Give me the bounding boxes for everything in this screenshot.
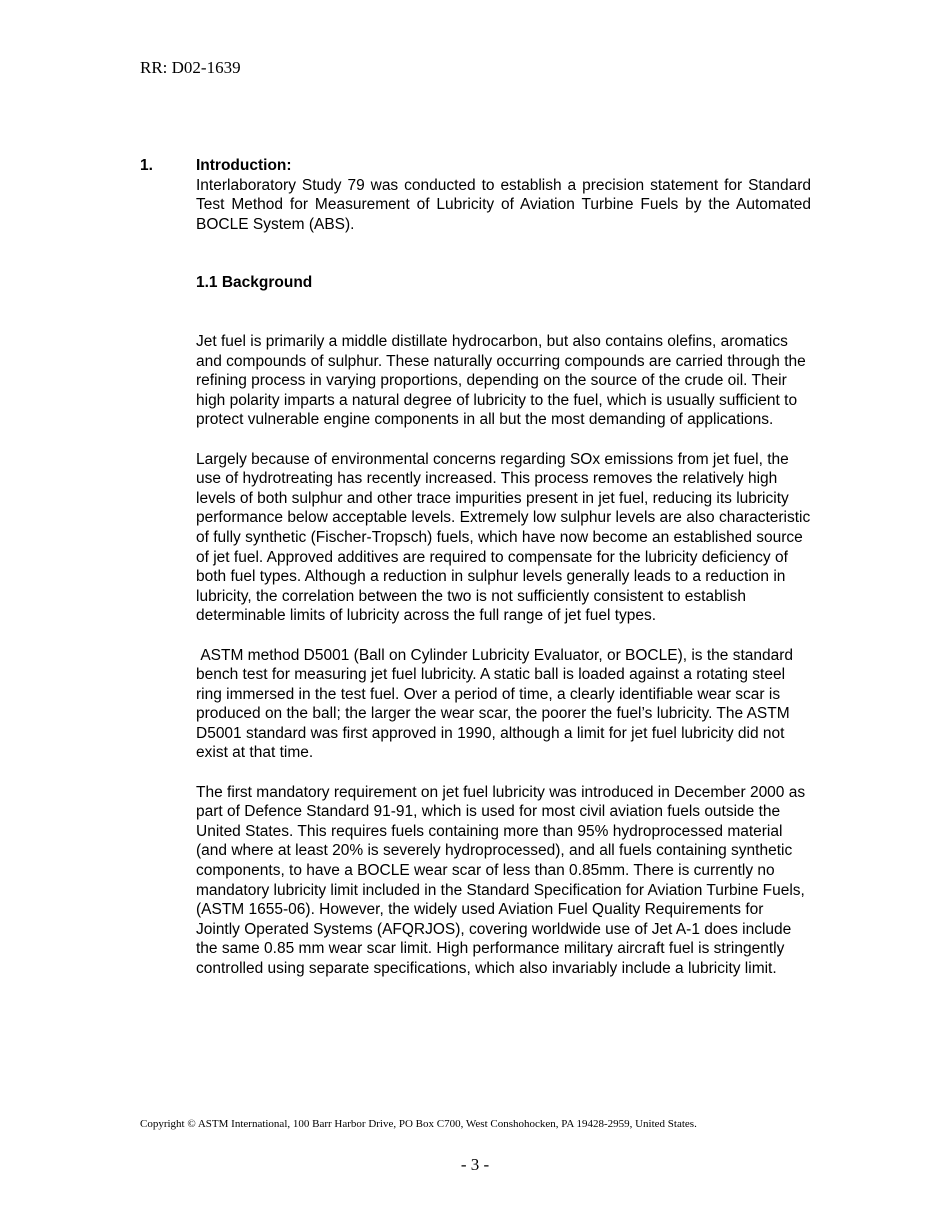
- background-paragraph: The first mandatory requirement on jet fuel lubricity was introduced in December 2000 as part of Defence Standard 91-91, which is used for most civil aviation fuels outside the United States. This requires fuels containing more than 95% hydroprocessed material (and where at least 20% is severely hydroprocessed), and all fuels containing synthetic components, to have a BOCLE wear scar of less than 0.85mm. There is currently no mandatory lubricity limit included in the Standard Specification for Aviation Turbine Fuels, (ASTM 1655-06). However, the widely used Aviation Fuel Quality Requirements for Jointly Operated Systems (AFQRJOS), covering worldwide use of Jet A-1 does include the same 0.85 mm wear scar limit. High performance military aircraft fuel is stringently controlled using separate specifications, which also invariably include a lubricity limit.: [196, 783, 806, 977]
- report-reference: RR: D02-1639: [140, 58, 241, 77]
- background-paragraph: ASTM method D5001 (Ball on Cylinder Lubricity Evaluator, or BOCLE), is the standard bench test for measuring jet fuel lubricity. A static ball is loaded against a rotating steel ring immersed in the test fuel. Over a period of time, a clearly identifiable wear scar is produced on the ball; the larger the wear scar, the poorer the fuel’s lubricity. The ASTM D5001 standard was first approved in 1990, although a limit for jet fuel lubricity did not exist at that time.: [196, 646, 798, 762]
- page-number: - 3 -: [460, 1155, 490, 1174]
- intro-paragraph: Interlaboratory Study 79 was conducted to establish a precision statement for Standard Test Method for Measurement of Lubricity of Aviation Turbine Fuels by the Automated BOCLE System (ABS).: [196, 176, 811, 233]
- background-paragraph: Jet fuel is primarily a middle distillate hydrocarbon, but also contains olefins, aromatics and compounds of sulphur. These naturally occurring compounds are carried through the refining process in varying proportions, depending on the source of the crude oil. Their high polarity imparts a natural degree of lubricity to the fuel, which is usually sufficient to protect vulnerable engine components in all but the most demanding of applications.: [196, 333, 806, 429]
- background-paragraph: Largely because of environmental concerns regarding SOx emissions from jet fuel, the use of hydrotreating has recently increased. This process removes the relatively high levels of both sulphur and other trace impurities present in jet fuel, reducing its lubricity performance below acceptable levels. Extremely low sulphur levels are also characteristic of fully synthetic (Fischer-Tropsch) fuels, which have now become an established source of jet fuel. Approved additives are required to compensate for the lubricity deficiency of both fuel types. Although a reduction in sulphur levels generally leads to a reduction in lubricity, the correlation between the two is not sufficiently consistent to establish determinable limits of lubricity across the full range of jet fuel types.: [196, 450, 811, 625]
- section-number: 1.: [140, 157, 153, 174]
- subsection-title: 1.1 Background: [196, 274, 313, 291]
- section-content: [196, 156, 811, 977]
- section-title: Introduction:: [196, 157, 292, 174]
- copyright-notice: Copyright © ASTM International, 100 Barr Harbor Drive, PO Box C700, West Conshohocken, PA 19428-2959, United States.: [140, 1118, 697, 1130]
- background-body: [196, 332, 811, 998]
